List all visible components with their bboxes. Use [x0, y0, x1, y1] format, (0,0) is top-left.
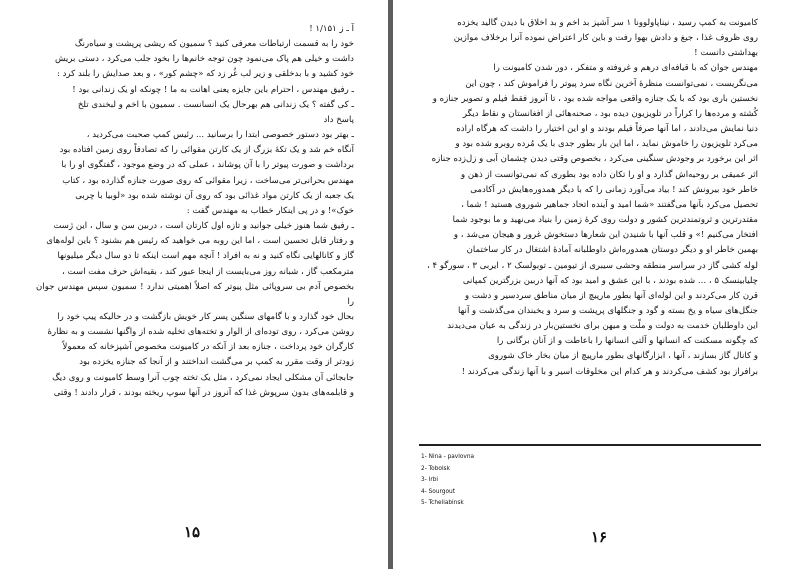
text-line: روی ظروف غذا ، جیغ و دادش بهوا رفت و باین کار اعتراض نموده آنرا برخلاف موازین	[453, 33, 758, 44]
text-line: مهندس بحرانی‌تر می‌ساخت ، زیرا مقوائی که روی صورت جنازه گذارده بود ، کتاب	[62, 175, 354, 186]
text-line: نخستین باری بود که با یک جنازه واقعی مواجه شده بود ، تا آنروز فقط فیلم و تصویر جنازه و	[432, 93, 758, 104]
right-page	[393, 0, 785, 569]
text-line: کامیونت به کمپ رسید ، نیناپاولوونا ۱ سر آشپز بد اخم و بد اخلاق با دیدن گالید یخزده	[457, 18, 758, 28]
text-line: و کانال گاز بسازند ، آنها ، ابزارگانهای بطور مارپیچ از میان بخار خاک شوروی	[488, 351, 758, 362]
text-line: ـ بهتر بود دستور خصوصی ابتدا را برسانید ... رئیس کمپ صحبت می‌کردید ،	[86, 130, 354, 141]
text-line: مهندس جوان که با قیافه‌ای درهم و غروفته و متفکر ، دور شدن کامیونت را	[493, 63, 758, 74]
text-line: افتخار می‌کنیم !» و قلب آنها با شنیدن این شعارها دستخوش غرور و هیجان می‌شد ، و	[453, 230, 758, 241]
text-line: بهمین خاطر او و دیگر دوستان همدوره‌اش داوطلبانه آمادهٔ اشتغال در کار ساختمان	[466, 245, 758, 256]
text-line: خود کشید و با بدخلقی و زیر لب غُر زد که «چشم کور» ، و بعد صدایش را بلند کرد :	[56, 69, 354, 80]
text-line: روشن می‌کرد ، روی توده‌ای از الوار و تخته‌های تخلیه شده از واگنها نشست و به نظارهٔ	[47, 327, 354, 338]
text-line: بحال خود گذارد و با گامهای سنگین پسر کار خویش بازگشت و در حالیکه پیپ خود را	[57, 311, 354, 322]
text-line: جنگل‌های سیاه و یخ بسته و گود و جنگلهای پرپشت و سرد و یخبندان می‌گذشت و آنها	[457, 305, 758, 316]
text-line: چلیابینسک ۵ ، ... شده بودند ، با این عشق و امید بود که آنها دربین بزرگترین کمپانی	[462, 275, 758, 286]
text-line: گاز و کانالهایی نگاه کنید و نه به افراد ! آنچه مهم است اینکه تا دو سال دیگر میلیونها	[57, 251, 354, 262]
text-line: داشت و خیلی هم پاک می‌نمود چون توجه خانم‌ها را بخود جلب می‌کرد ، دستی بریش	[54, 54, 354, 65]
right-page-body	[418, 16, 758, 380]
text-line: خوک»! و در پی اینکار خطاب به مهندس گفت :	[186, 205, 354, 216]
text-line: دنیا نمایش می‌دادند ، اما آنها صرفاً فیلم بودند و او این اختیار را داشت که هرگاه اراده	[456, 124, 758, 135]
text-line: ـ کی گفته ؟ یک زندانی هم بهرحال یک انسانست . سمیون با اخم و لبخندی تلخ	[77, 99, 354, 110]
text-line: که چگونه مسکنت که انسانها و آلتی انسانها را باعاطت و از آنان برگانی را	[496, 336, 758, 347]
text-line: برافراز بود کشف می‌کردند و هر کدام این مخلوقات اسیر و با آنها زندگی می‌کردند !	[461, 366, 758, 377]
text-line: خاطر خود بیرونش کند ! بیاد می‌آورد زمانی را که با دیگر همدوره‌هایش در آکادمی	[470, 184, 758, 195]
text-line: قرن کار می‌کردند و این لوله‌ای آنها بطور مارپیچ از میان مناطق سردسیر و دشت و	[464, 290, 758, 301]
text-line: ـ رفیق مهندس ، احترام باین جایزه یعنی اهانت به ما ! چونکه او یک زندانی بود !	[72, 84, 354, 95]
page-number: ۱۶	[591, 528, 608, 546]
text-line: لوله کشی گاز در سراسر منطقه وحشی سیبری از تیومین ـ توبولسک ۲ ، ایربی ۳ ، سورگو ۴ ،	[426, 260, 758, 271]
text-line: مترمکعب گاز ، شبانه روز می‌بایست از اینجا عبور کند ، بقیه‌اش حرف مفت است ،	[62, 266, 354, 277]
text-line: ـ رفیق شما هنوز خیلی جوانید و تازه اول کارتان است ، دربین سن و سال ، این ژست	[53, 221, 354, 232]
left-page-body	[36, 22, 354, 401]
footnote: 2- Tobolsk	[421, 465, 450, 472]
text-line: برداشت و صورت پیوتر را با آن پوشاند ، عملی که در وضع موجود ، گفتگوی او را با	[61, 160, 354, 171]
text-line: و رفتار قابل تحسین است ، اما این روبه می خواهید که رئیس هم بشنود ؟ باین لوله‌های	[46, 236, 354, 247]
text-line: اثر عمیقی بر روحیه‌اش گذارد و او را تکان داده بود بطوری که نمی‌توانست از ذهن و	[461, 169, 758, 180]
text-line: مقتدرترین و ثروتمندترین کشور و دولت روی کرهٔ زمین را بنیاد می‌نهید و ما بوجود شما	[452, 215, 758, 226]
text-line: خود را به قسمت ارتباطات معرفی کنید ؟ سمیون که ریشی پرپشت و سیاه‌رنگ	[74, 39, 354, 50]
footnote: 3- Irbi	[421, 477, 439, 483]
footnote: 1- Nina - pavlovna	[421, 454, 475, 460]
footnote: 4- Sourgout	[421, 488, 455, 495]
page-number: ۱۵	[184, 523, 201, 541]
footnotes	[421, 452, 474, 510]
text-line: جابجائی آن مشکلی ایجاد نمی‌کرد ، مثل یک تخته چوب آنرا وسط کامیونت و روی دیگ	[52, 372, 354, 383]
text-line: کارگران خود پرداخت ، جنازه بعد از آنکه در کامیونت مخصوص آشپزخانه که معمولاً	[62, 342, 354, 353]
text-line: این داوطلبان خدمت به دولت و ملّت و میهن برای نخستین‌بار در زندگی به عیان می‌دیدند	[447, 321, 758, 332]
text-line: آنگاه خم شد و یک تکهٔ بزرگ از یک کارتن مقوائی را که تصادفاً روی زمین افتاده بود	[59, 145, 354, 156]
text-line: می‌نگریست ، نمی‌توانست منظرهٔ آخرین نگاه سرد پیوتر را فراموش کند ، چون این	[465, 78, 758, 89]
left-page	[0, 0, 388, 569]
text-line: تحصیل می‌کرد بآنها می‌گفتند «شما امید و آینده اتحاد جماهیر شوروی هستید ! شما ،	[461, 199, 758, 210]
text-line: زودتر از وقت مقرر به کمپ بر می‌گشت انداختند و از آنجا که جنازه یخزده بود	[79, 357, 354, 368]
footnote: 5- Tcheliabinsk	[421, 500, 464, 506]
text-line: یک جعبه از یک کارتن مواد غذائی بود که روی آن نوشته شده بود «لوبیا با چربی	[75, 190, 354, 201]
text-line: و قابلمه‌های بدون سرپوش غذا که آنروز در آنها سوپ ریخته بودند ، قرار دادند ! وقتی	[53, 387, 354, 398]
text-line: بهداشتی دانست !	[694, 48, 758, 59]
text-line: بخصوص آدم بی سروپائی مثل پیوتر که اصلاً اهمیتی ندارد ! سمیون سپس مهندس جوان را	[36, 281, 354, 307]
text-line: اثر این برخورد بر وجودش سنگینی می‌کرد ، بخصوص وقتی دیدن چشمان آبی و زل‌زده جنازه	[431, 154, 758, 165]
footnote-divider	[419, 444, 761, 446]
text-line: پاسخ داد	[323, 114, 354, 125]
text-line: کُشته و مرده‌ها را کراراً در تلویزیون دیده بود ، صحنه‌هائی از افغانستان و نقاط دیگر	[462, 108, 758, 119]
text-line: آ ـ ز ۱/۱۵۱ !	[309, 24, 354, 34]
text-line: می‌کرد تلویزیون را خاموش نماید ، اما این بار بطور جدی با یک مُرده روبرو شده بود و	[455, 139, 758, 150]
